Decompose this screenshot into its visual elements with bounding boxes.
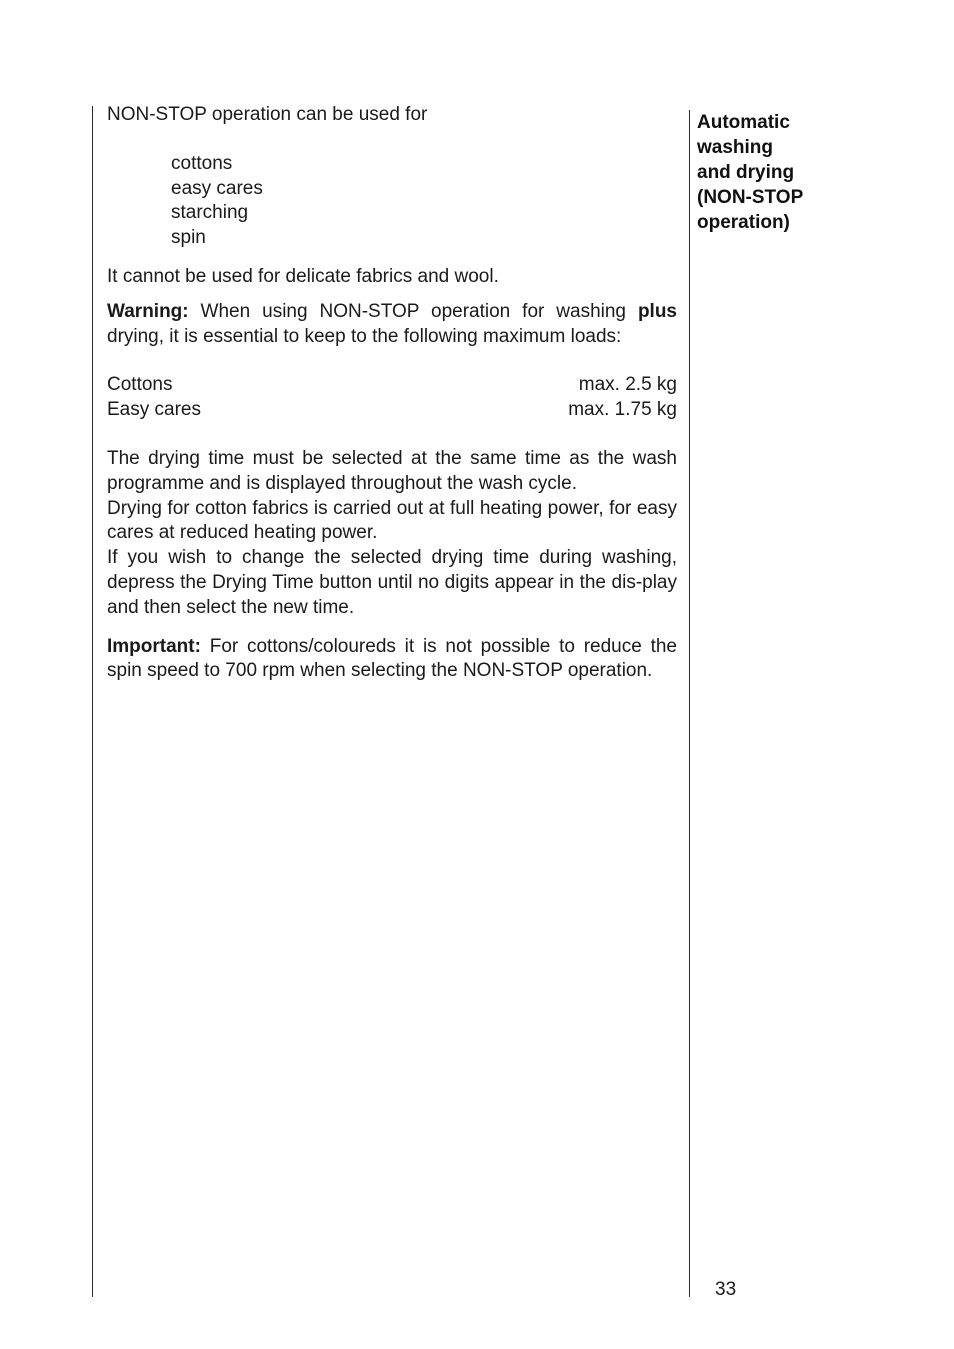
list-item: cottons — [171, 152, 233, 174]
load-fabric: Easy cares — [107, 399, 201, 421]
important-paragraph — [107, 635, 677, 685]
main-text-column — [107, 103, 677, 684]
load-max: max. 1.75 kg — [568, 399, 677, 421]
section-title-line: washing — [697, 137, 774, 158]
warning-text-after: drying, it is essential to keep to the following maximum loads: — [107, 325, 622, 347]
section-title-line: (NON-STOP — [697, 187, 804, 208]
page-number: 33 — [715, 1279, 737, 1300]
section-title-line: operation) — [697, 212, 790, 233]
drying-time-paragraph-3: If you wish to change the selected drying time during washing, depress the Drying Time button until no digits appear in the dis-play and then select the new time. — [107, 547, 677, 618]
restriction-text: It cannot be used for delicate fabrics and wool. — [107, 265, 499, 287]
warning-label: Warning: — [107, 300, 189, 322]
list-item: easy cares — [171, 177, 263, 199]
load-fabric: Cottons — [107, 374, 173, 396]
important-label: Important: — [107, 635, 201, 657]
section-title — [697, 110, 857, 235]
warning-emphasis: plus — [637, 300, 677, 322]
table-row — [107, 398, 677, 423]
important-text: For cottons/coloureds it is not possible to reduce the spin speed to 700 rpm when selecting the NON-STOP operation. — [107, 635, 677, 682]
uses-list — [171, 152, 677, 251]
section-title-line: and drying — [697, 162, 795, 183]
list-item: starching — [171, 202, 249, 224]
left-margin-rule — [92, 106, 93, 1297]
list-item: spin — [171, 227, 206, 249]
max-loads-table — [107, 373, 677, 423]
drying-time-paragraph-1: The drying time must be selected at the same time as the wash programme and is displayed throughout the wash cycle. — [107, 447, 677, 494]
warning-paragraph — [107, 300, 677, 350]
drying-time-paragraph-2: Drying for cotton fabrics is carried out at full heating power, for easy cares at reduced heating power. — [107, 497, 677, 544]
table-row — [107, 373, 677, 398]
warning-text-before: When using NON-STOP operation for washing — [188, 300, 638, 322]
column-divider-rule — [689, 110, 690, 1297]
load-max: max. 2.5 kg — [578, 374, 677, 396]
intro-text: NON-STOP operation can be used for — [107, 104, 428, 125]
section-title-line: Automatic — [697, 112, 790, 133]
